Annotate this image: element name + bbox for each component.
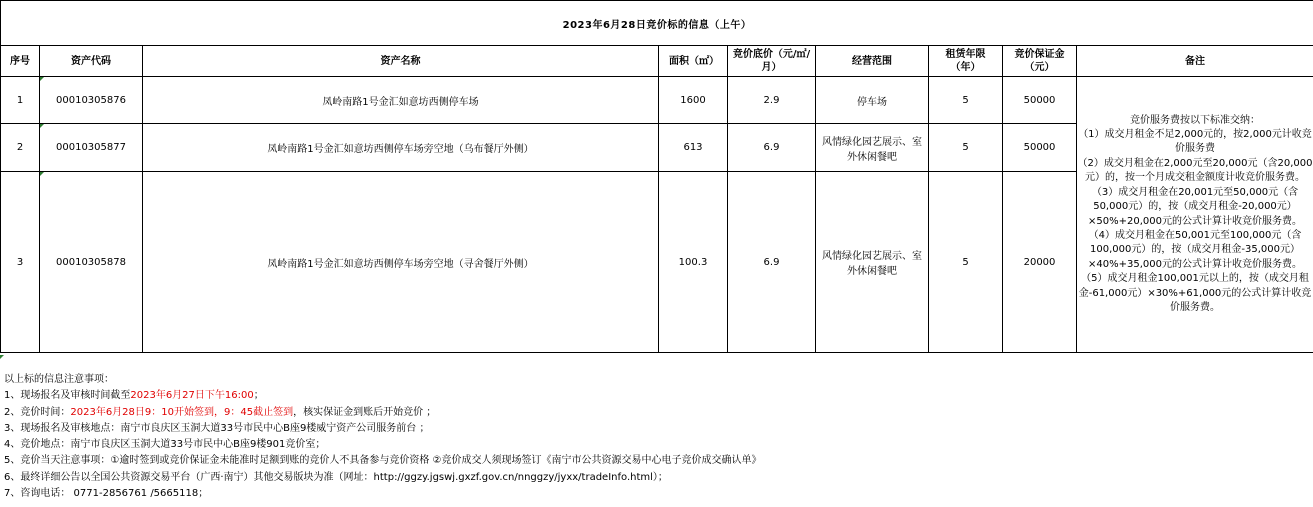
- header-area[interactable]: 面积（㎡）: [659, 46, 728, 77]
- remark-line: （5）成交月租金100,001元以上的，按（成交月租金-61,000元）×30%+61,000元的公式计算计收竞价服务费。: [1078, 273, 1312, 313]
- row-name[interactable]: 凤岭南路1号金汇如意坊西侧停车场旁空地（寻舍餐厅外侧）: [143, 172, 659, 353]
- notice-line: 4、竞价地点：南宁市良庆区玉洞大道33号市民中心B座9楼901竞价室；: [4, 439, 326, 451]
- remark-line: （3）成交月租金在20,001元至50,000元（含50,000元）的，按（成交月租金-20,000元）×50%+20,000元的公式计算计收竞价服务费。: [1088, 186, 1302, 227]
- header-note[interactable]: 备注: [1077, 46, 1313, 77]
- notice-text: 2、竞价时间：: [4, 406, 71, 418]
- header-name[interactable]: 资产名称: [143, 46, 659, 77]
- auction-time: 2023年6月28日9：10开始签到，9：45截止签到: [70, 406, 294, 418]
- header-row: [1, 46, 1313, 77]
- notice-line: [4, 388, 761, 404]
- notice-line: 5、竞价当天注意事项：①逾时签到或竞价保证金未能准时足额到账的竞价人不具备参与竞价资格 ②竞价成交人须现场签订《南宁市公共资源交易中心电子竞价成交确认单》: [4, 455, 762, 467]
- row-name[interactable]: 凤岭南路1号金汇如意坊西侧停车场: [143, 77, 659, 124]
- row-seq[interactable]: 3: [1, 172, 40, 353]
- row-scope[interactable]: 停车场: [816, 77, 929, 124]
- row-term[interactable]: 5: [929, 124, 1003, 172]
- header-seq[interactable]: 序号: [1, 46, 40, 77]
- notice-lines: [4, 372, 761, 502]
- row-area[interactable]: 100.3: [659, 172, 728, 353]
- remark-line: （2）成交月租金在2,000元至20,000元（含20,000元）的，按一个月成交租金额度计收竞价服务费。: [1077, 157, 1313, 184]
- notice-section[interactable]: [0, 355, 1313, 507]
- table-row: [1, 77, 1313, 124]
- row-price[interactable]: 6.9: [728, 172, 816, 353]
- header-scope[interactable]: 经营范围: [816, 46, 929, 77]
- notice-line: 6、最终详细公告以全国公共资源交易平台（广西·南宁）其他交易版块为准（网址：http://ggzy.jgswj.gxzf.gov.cn/nnggzy/jyxx/tradeInfo.html）；: [4, 471, 668, 483]
- row-term[interactable]: 5: [929, 172, 1003, 353]
- notice-line: 3、现场报名及审核地点：南宁市良庆区玉洞大道33号市民中心B座9楼威宁资产公司服务前台 ；: [4, 422, 430, 434]
- remark-line: 竞价服务费按以下标准交纳：: [1130, 114, 1260, 126]
- signup-deadline: 2023年6月27日下午16:00: [130, 390, 254, 402]
- row-code[interactable]: 00010305878: [40, 172, 143, 353]
- header-price[interactable]: 竞价底价（元/㎡/月）: [728, 46, 816, 77]
- notice-text: ，核实保证金到账后开始竞价 ；: [293, 406, 437, 418]
- title-row: [1, 1, 1313, 46]
- row-deposit[interactable]: 50000: [1003, 124, 1077, 172]
- notice-heading: 以上标的信息注意事项：: [4, 374, 114, 385]
- row-scope[interactable]: 风情绿化园艺展示、室外休闲餐吧: [816, 172, 929, 353]
- row-code[interactable]: 00010305876: [40, 77, 143, 124]
- row-scope[interactable]: 风情绿化园艺展示、室外休闲餐吧: [816, 124, 929, 172]
- remark-cell[interactable]: [1077, 77, 1313, 353]
- row-name[interactable]: 凤岭南路1号金汇如意坊西侧停车场旁空地（乌布餐厅外侧）: [143, 124, 659, 172]
- row-price[interactable]: 2.9: [728, 77, 816, 124]
- page-title: 2023年6月28日竞价标的信息（上午）: [1, 1, 1313, 46]
- row-area[interactable]: 613: [659, 124, 728, 172]
- row-deposit[interactable]: 20000: [1003, 172, 1077, 353]
- notice-text: 1、现场报名及审核时间截至: [4, 390, 131, 402]
- remark-line: （1）成交月租金不足2,000元的，按2,000元计收竞价服务费: [1078, 129, 1312, 155]
- row-term[interactable]: 5: [929, 77, 1003, 124]
- header-code[interactable]: 资产代码: [40, 46, 143, 77]
- notice-text: ；: [253, 390, 264, 402]
- header-term[interactable]: 租赁年限（年）: [929, 46, 1003, 77]
- row-deposit[interactable]: 50000: [1003, 77, 1077, 124]
- row-price[interactable]: 6.9: [728, 124, 816, 172]
- header-deposit[interactable]: 竞价保证金（元）: [1003, 46, 1077, 77]
- row-seq[interactable]: 2: [1, 124, 40, 172]
- notice-line: 7、咨询电话： 0771-2856761 /5665118；: [4, 488, 209, 500]
- row-code[interactable]: 00010305877: [40, 124, 143, 172]
- row-area[interactable]: 1600: [659, 77, 728, 124]
- notice-line: [4, 405, 761, 421]
- cell-marker-icon: [0, 355, 4, 359]
- row-seq[interactable]: 1: [1, 77, 40, 124]
- remark-line: （4）成交月租金在50,001元至100,000元（含100,000元）的，按（成交月租金-35,000元）×40%+35,000元的公式计算计收竞价服务费。: [1088, 229, 1302, 270]
